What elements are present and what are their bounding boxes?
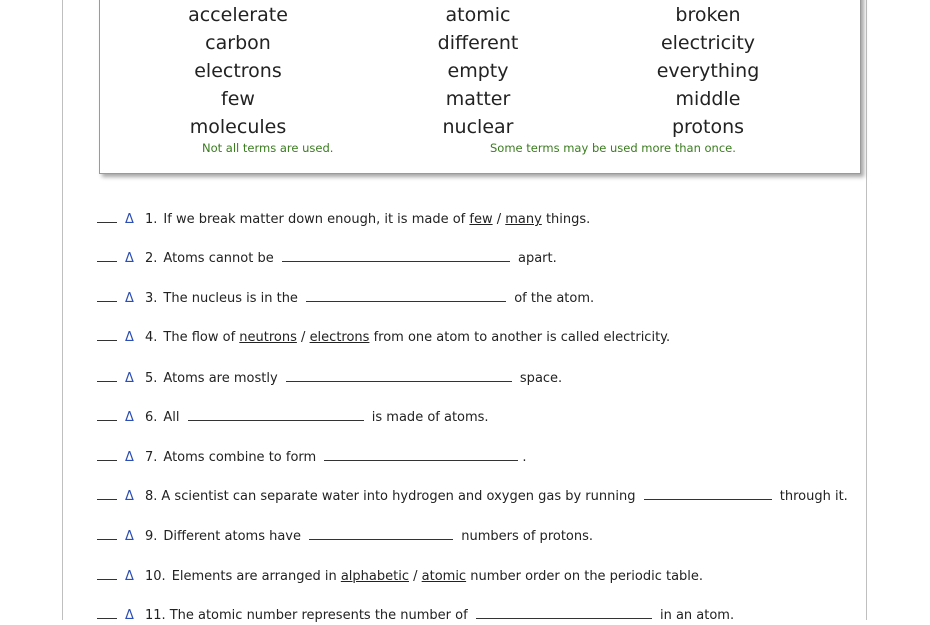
word-bank-term: different — [437, 32, 519, 54]
answer-blank[interactable] — [97, 487, 117, 500]
triangle-icon: Δ — [125, 450, 134, 465]
question-8 — [97, 487, 848, 505]
word-bank-term: molecules — [189, 116, 287, 138]
question-number: 6. — [145, 410, 158, 425]
triangle-icon: Δ — [125, 608, 134, 623]
question-4 — [97, 328, 670, 346]
word-bank-term: matter — [445, 88, 511, 110]
triangle-icon: Δ — [125, 410, 134, 425]
word-bank-term: protons — [671, 116, 745, 138]
triangle-icon: Δ — [125, 371, 134, 386]
question-1 — [97, 210, 590, 228]
question-9 — [97, 527, 593, 545]
word-bank-column-3 — [588, 1, 828, 141]
question-5 — [97, 369, 562, 387]
question-text: space. — [515, 371, 563, 386]
word-bank-term: nuclear — [442, 116, 514, 138]
page-border-right — [866, 0, 867, 620]
word-bank-column-1 — [118, 1, 358, 141]
question-text: number order on the periodic table. — [466, 569, 704, 584]
question-7 — [97, 448, 526, 466]
triangle-icon: Δ — [125, 330, 134, 345]
fill-in-blank[interactable] — [309, 527, 453, 540]
answer-blank[interactable] — [97, 249, 117, 262]
question-text: from one atom to another is called electricity. — [369, 330, 671, 345]
answer-blank[interactable] — [97, 210, 117, 223]
question-number: 4. — [145, 330, 158, 345]
fill-in-blank[interactable] — [644, 487, 772, 500]
word-bank-term: accelerate — [188, 4, 288, 26]
question-number: 7. — [145, 450, 158, 465]
question-number: 8. — [145, 489, 158, 504]
word-bank-term: electrons — [194, 60, 282, 82]
question-10 — [97, 567, 703, 585]
question-number: 10. — [145, 569, 166, 584]
question-number: 11. — [145, 608, 166, 623]
answer-blank[interactable] — [97, 448, 117, 461]
answer-blank[interactable] — [97, 369, 117, 382]
word-bank-term: few — [221, 88, 255, 110]
question-11 — [97, 606, 734, 624]
question-6 — [97, 408, 489, 426]
question-text: things. — [541, 212, 591, 227]
answer-blank[interactable] — [97, 527, 117, 540]
fill-in-blank[interactable] — [306, 289, 506, 302]
word-bank-term: middle — [675, 88, 741, 110]
question-text: All — [163, 410, 184, 425]
fill-in-blank[interactable] — [188, 408, 364, 421]
word-bank-term: broken — [675, 4, 741, 26]
triangle-icon: Δ — [125, 251, 134, 266]
word-bank-term: electricity — [660, 32, 756, 54]
question-text: . — [522, 450, 527, 465]
answer-blank[interactable] — [97, 289, 117, 302]
question-text: Atoms cannot be — [163, 251, 278, 266]
question-3 — [97, 289, 594, 307]
answer-blank[interactable] — [97, 328, 117, 341]
question-text: numbers of protons. — [457, 529, 594, 544]
fill-in-blank[interactable] — [286, 369, 512, 382]
word-bank-box — [99, 0, 861, 174]
word-bank-term: empty — [447, 60, 509, 82]
question-text: If we break matter down enough, it is made of — [163, 212, 470, 227]
choice-separator: / — [408, 569, 422, 584]
question-text: of the atom. — [510, 291, 595, 306]
question-2 — [97, 249, 557, 267]
question-text: Atoms combine to form — [163, 450, 321, 465]
choice-option[interactable]: few — [469, 212, 493, 227]
word-bank-note-repeat: Some terms may be used more than once. — [490, 141, 736, 155]
question-text: through it. — [775, 489, 848, 504]
word-bank-column-2 — [358, 1, 598, 141]
fill-in-blank[interactable] — [282, 249, 510, 262]
choice-option[interactable]: atomic — [421, 569, 467, 584]
question-number: 1. — [145, 212, 158, 227]
question-number: 3. — [145, 291, 158, 306]
word-bank-term: carbon — [205, 32, 271, 54]
choice-option[interactable]: neutrons — [239, 330, 297, 345]
question-text: is made of atoms. — [367, 410, 489, 425]
word-bank-term: atomic — [445, 4, 511, 26]
word-bank-term: everything — [656, 60, 760, 82]
question-text: apart. — [513, 251, 557, 266]
answer-blank[interactable] — [97, 567, 117, 580]
answer-blank[interactable] — [97, 408, 117, 421]
question-number: 9. — [145, 529, 158, 544]
fill-in-blank[interactable] — [324, 448, 518, 461]
question-text: The nucleus is in the — [163, 291, 303, 306]
triangle-icon: Δ — [125, 569, 134, 584]
page-border-left — [62, 0, 63, 620]
question-text: The atomic number represents the number of — [169, 608, 472, 623]
question-number: 5. — [145, 371, 158, 386]
word-bank-note-unused: Not all terms are used. — [202, 141, 334, 155]
question-text: A scientist can separate water into hydrogen and oxygen gas by running — [161, 489, 640, 504]
choice-option[interactable]: many — [505, 212, 542, 227]
answer-blank[interactable] — [97, 606, 117, 619]
fill-in-blank[interactable] — [476, 606, 652, 619]
question-text: Atoms are mostly — [163, 371, 282, 386]
choice-option[interactable]: alphabetic — [340, 569, 409, 584]
question-number: 2. — [145, 251, 158, 266]
question-text: Different atoms have — [163, 529, 306, 544]
triangle-icon: Δ — [125, 489, 134, 504]
question-text: in an atom. — [655, 608, 735, 623]
question-text: Elements are arranged in — [171, 569, 341, 584]
triangle-icon: Δ — [125, 529, 134, 544]
triangle-icon: Δ — [125, 291, 134, 306]
triangle-icon: Δ — [125, 212, 134, 227]
choice-separator: / — [492, 212, 506, 227]
question-text: The flow of — [163, 330, 240, 345]
choice-option[interactable]: electrons — [309, 330, 370, 345]
choice-separator: / — [296, 330, 310, 345]
